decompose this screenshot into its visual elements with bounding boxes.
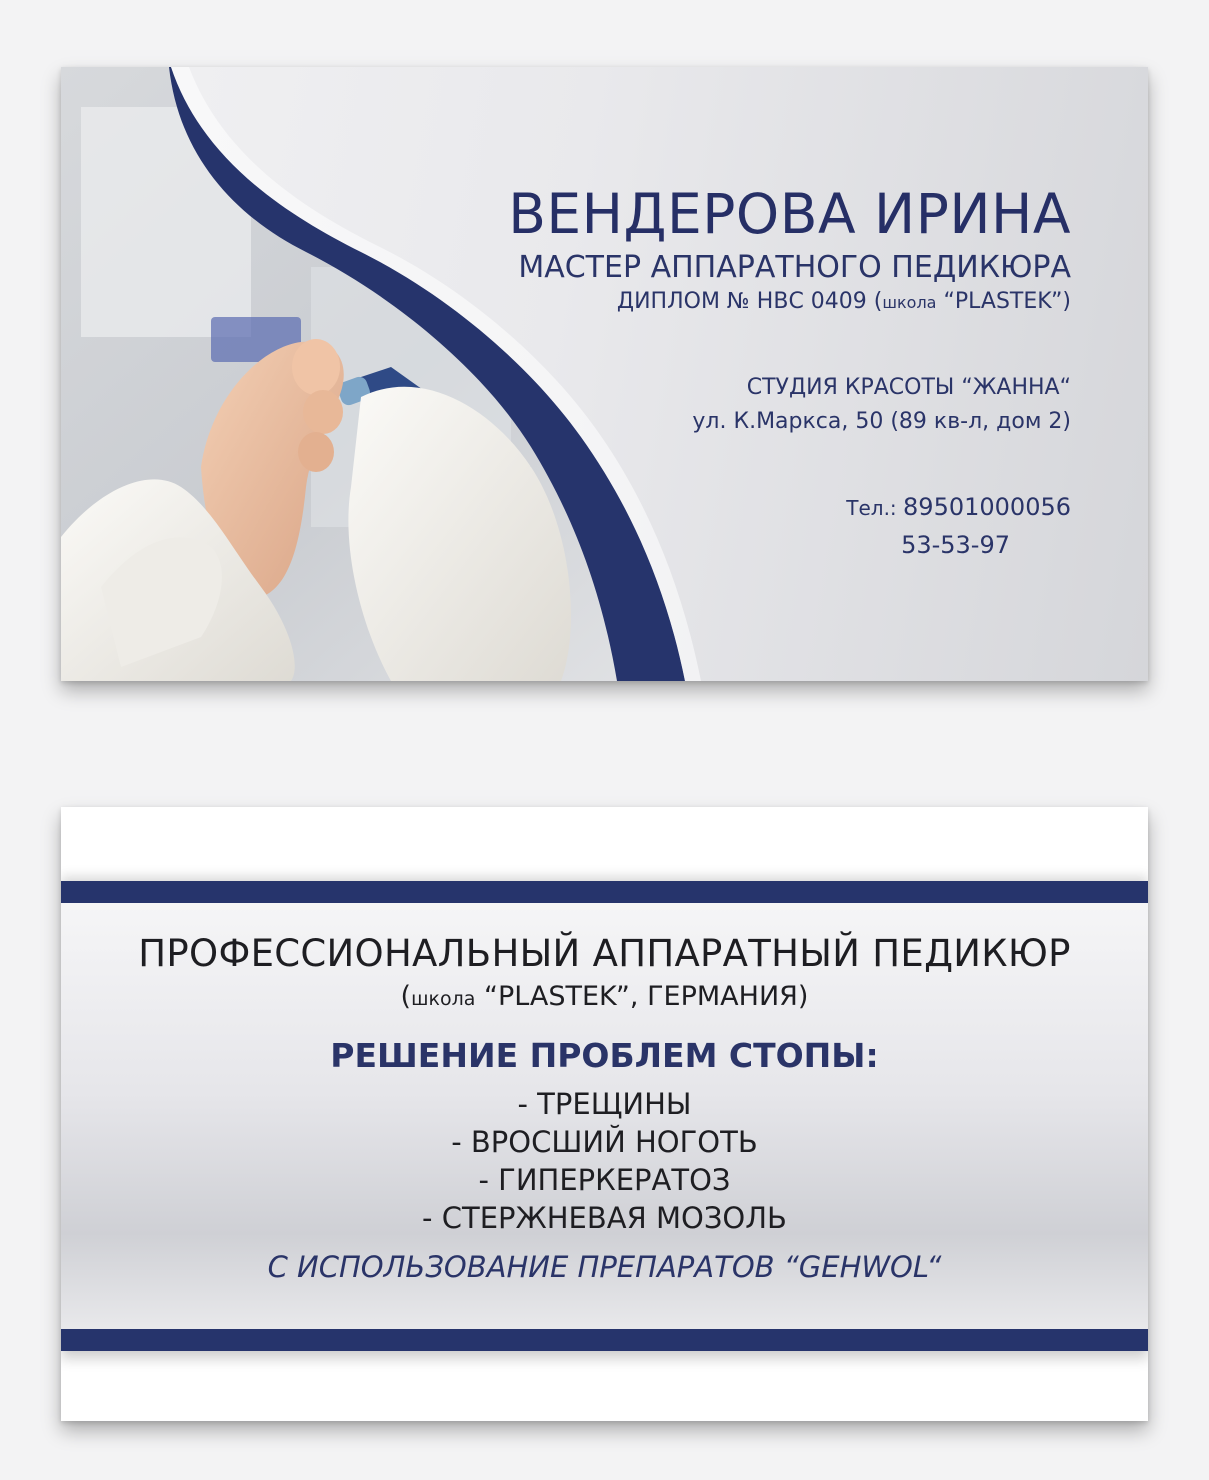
problem-item: - ВРОСШИЙ НОГОТЬ bbox=[451, 1125, 758, 1159]
problem-item: - ГИПЕРКЕРАТОЗ bbox=[478, 1163, 731, 1197]
diploma-main: ДИПЛОМ № НВС 0409 ( bbox=[616, 289, 883, 314]
business-card-front bbox=[61, 67, 1148, 681]
service-heading: ПРОФЕССИОНАЛЬНЫЙ АППАРАТНЫЙ ПЕДИКЮР bbox=[138, 932, 1071, 975]
problem-item: - СТЕРЖНЕВАЯ МОЗОЛЬ bbox=[422, 1201, 787, 1235]
school-rest: “PLASTEK”, ГЕРМАНИЯ) bbox=[475, 981, 809, 1012]
master-name: ВЕНДЕРОВА ИРИНА bbox=[508, 182, 1071, 246]
problems-title: РЕШЕНИЕ ПРОБЛЕМ СТОПЫ: bbox=[330, 1036, 879, 1075]
navy-stripe-bottom bbox=[61, 1329, 1148, 1351]
phone-number-1: 89501000056 bbox=[903, 493, 1071, 521]
studio-name: СТУДИЯ КРАСОТЫ “ЖАННА“ bbox=[746, 375, 1071, 400]
products-line: С ИСПОЛЬЗОВАНИЕ ПРЕПАРАТОВ “GEHWOL“ bbox=[267, 1250, 942, 1284]
diploma-school-word: школа bbox=[882, 293, 937, 312]
center-band bbox=[61, 881, 1148, 1351]
phone-line-1 bbox=[846, 495, 1071, 519]
school-line bbox=[61, 983, 1148, 1010]
master-title: МАСТЕР АППАРАТНОГО ПЕДИКЮРА bbox=[518, 250, 1071, 285]
phone-number-2: 53-53-97 bbox=[901, 531, 1010, 559]
school-word: школа bbox=[411, 988, 476, 1010]
navy-stripe-top bbox=[61, 881, 1148, 903]
diploma-line bbox=[617, 291, 1071, 313]
problem-item: - ТРЕЩИНЫ bbox=[517, 1087, 692, 1121]
pedicure-photo bbox=[61, 67, 1148, 681]
studio-address: ул. К.Маркса, 50 (89 кв-л, дом 2) bbox=[692, 409, 1071, 434]
diploma-school-name: “PLASTEK”) bbox=[936, 289, 1071, 314]
business-card-back bbox=[61, 807, 1148, 1421]
phone-label: Тел.: bbox=[846, 496, 904, 520]
school-open: ( bbox=[400, 981, 412, 1012]
